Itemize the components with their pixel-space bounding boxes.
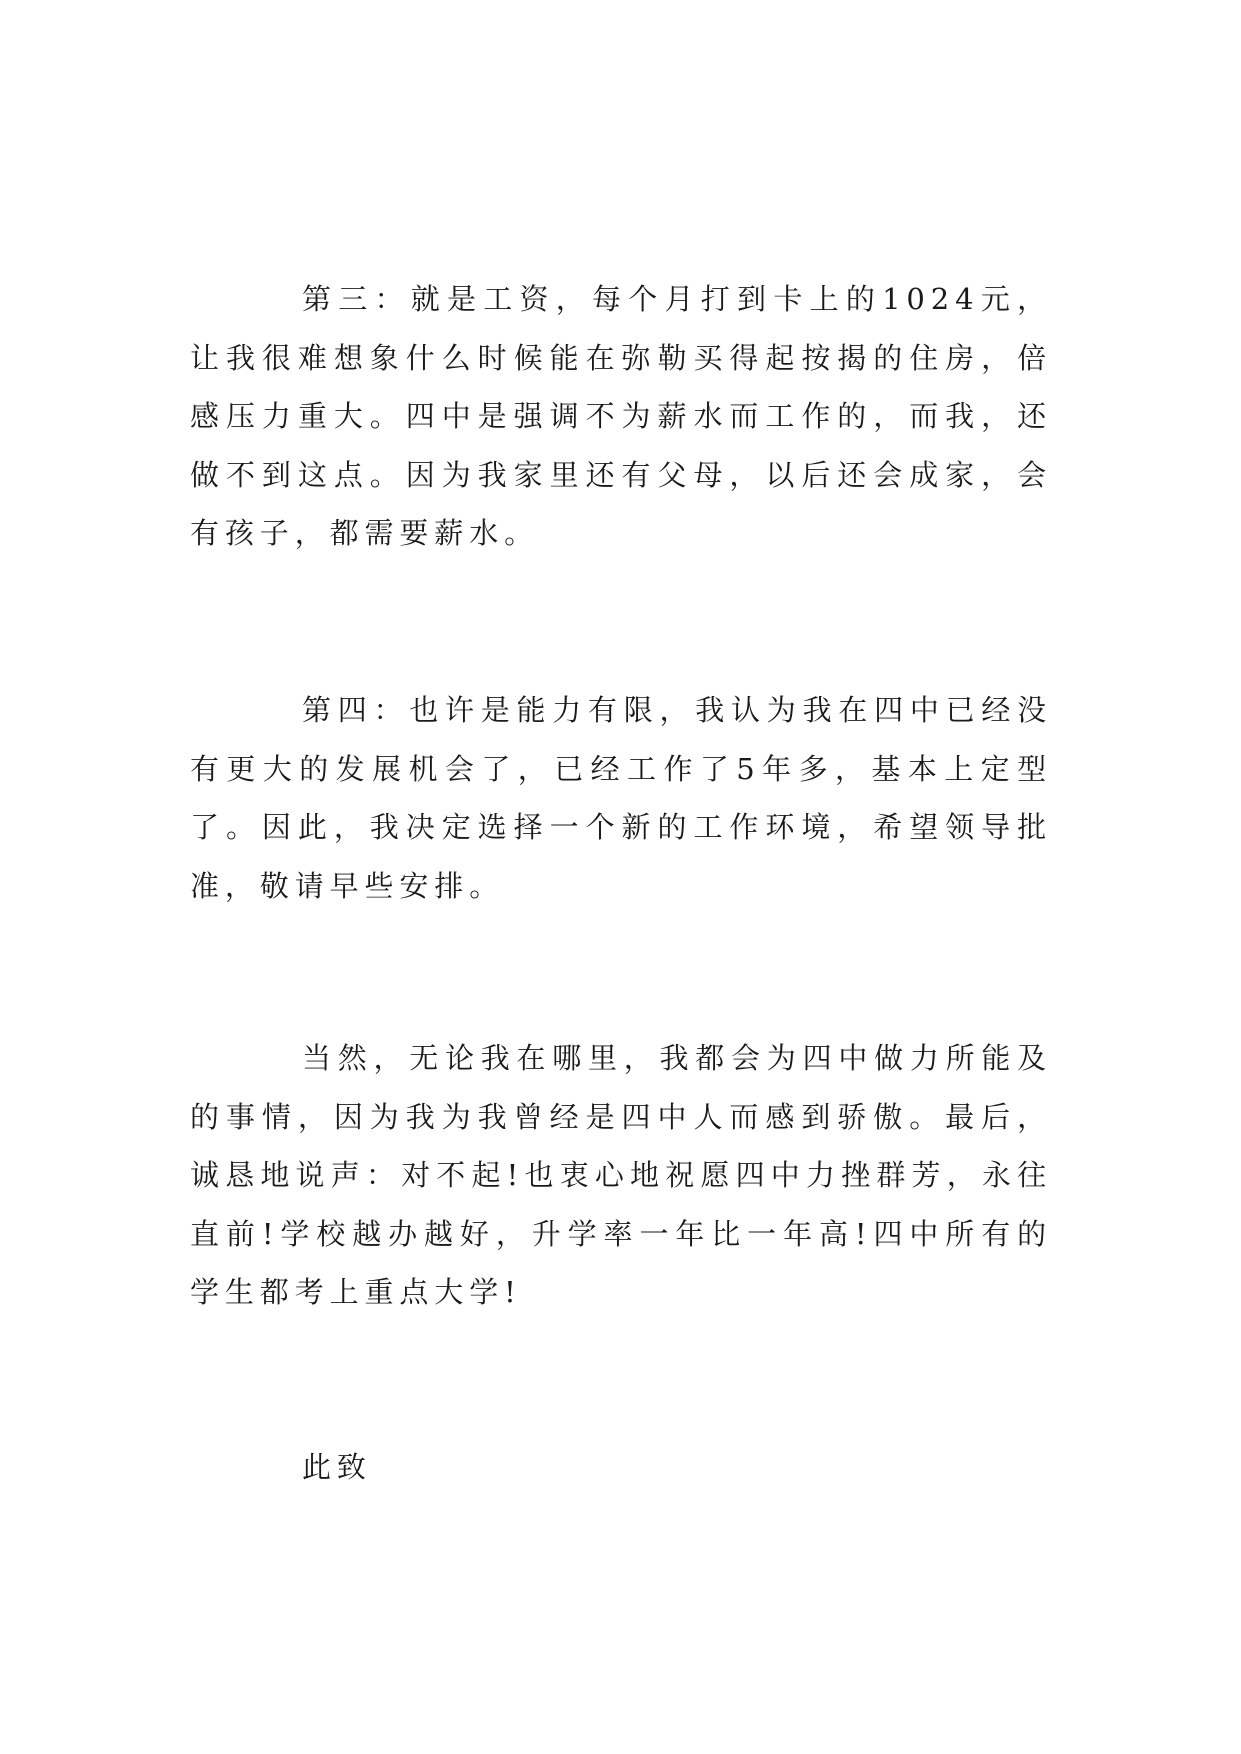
paragraph-fourth-point: 第四：也许是能力有限，我认为我在四中已经没有更大的发展机会了，已经工作了5年多，基本上定型了。因此，我决定选择一个新的工作环境，希望领导批准，敬请早些安排。: [190, 693, 1052, 903]
paragraph-third-point: 第三：就是工资，每个月打到卡上的1024元，让我很难想象什么时候能在弥勒买得起按揭的住房，倍感压力重大。四中是强调不为薪水而工作的，而我，还做不到这点。因为我家里还有父母，以后还会成家，会有孩子，都需要薪水。: [190, 282, 1052, 550]
paragraph-closing-wishes: 当然，无论我在哪里，我都会为四中做力所能及的事情，因为我为我曾经是四中人而感到骄傲。最后，诚恳地说声：对不起!也衷心地祝愿四中力挫群芳，永往直前!学校越办越好，升学率一年比一年高!四中所有的学生都考上重点大学!: [190, 1041, 1052, 1309]
paragraph-salutation: 此致: [302, 1450, 372, 1484]
